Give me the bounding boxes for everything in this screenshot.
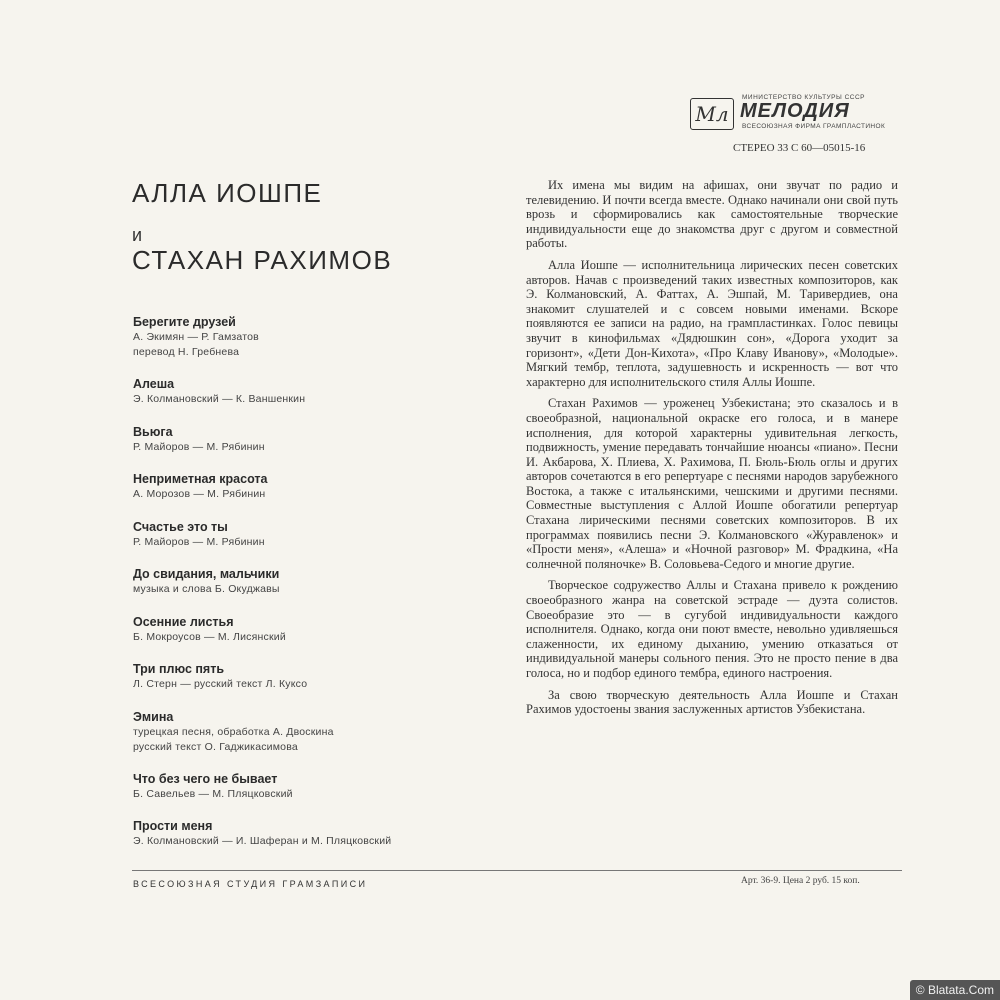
track-credit: Р. Майоров — М. Рябинин [133, 535, 265, 548]
track-credit: Э. Колмановский — И. Шаферан и М. Пляцковский [133, 835, 392, 847]
track-item [133, 519, 493, 567]
track-title: Осенние листья [133, 614, 234, 629]
track-credit: музыка и слова Б. Окуджавы [133, 583, 280, 595]
notes-paragraph: Алла Иошпе — исполнительница лирических песен советских авторов. Начав с произведений таких известных композиторов, как Э. Колмановский, А. Фаттах, А. Эшпай, М. Таривердиев, она знакомит слушателей и с совсем новыми именами. Вскоре появляются ее записи на радио, на грампластинках. Голос певицы звучит в кинофильмах «Дядюшкин сон», «Дорога уходит за горизонт», «Дети Дон-Кихота», «Про Клаву Иванову», «Молодые». Мягкий тембр, теплота, задушевность и искренность — вот что характерно для исполнительского стиля Аллы Иошпе. [526, 257, 898, 389]
price-text: Арт. 36-9. Цена 2 руб. 15 коп. [741, 876, 860, 886]
track-item [133, 709, 493, 771]
track-item [133, 661, 493, 709]
track-credit: А. Экимян — Р. Гамзатов [133, 331, 259, 343]
notes-paragraph: Их имена мы видим на афишах, они звучат по радио и телевидению. И почти всегда вместе. Однако начинали они свой путь врозь и сформировались как самостоятельные творческие индивидуальности еще до знакомства друг с другом и совместной работы. [526, 178, 898, 251]
notes-paragraph: За свою творческую деятельность Алла Иошпе и Стахан Рахимов удостоены звания заслуженных артистов Узбекистана. [526, 687, 898, 717]
track-title: До свидания, мальчики [133, 567, 280, 581]
artist-name-2: СТАХАН РАХИМОВ [132, 245, 393, 275]
title-conjunction: и [132, 225, 143, 245]
track-credit: Э. Колмановский — К. Ваншенкин [133, 393, 306, 405]
track-item [133, 818, 493, 866]
track-credit: русский текст О. Гаджикасимова [133, 740, 298, 753]
track-title: Неприметная красота [133, 472, 268, 486]
track-credit: Р. Майоров — М. Рябинин [133, 440, 265, 453]
track-title: Берегите друзей [133, 315, 236, 329]
track-title: Прости меня [133, 819, 213, 833]
track-credit: А. Морозов — М. Рябинин [133, 488, 266, 500]
track-item [133, 376, 493, 424]
track-item [133, 471, 493, 519]
track-title: Эмина [133, 709, 174, 724]
notes-paragraph: Стахан Рахимов — уроженец Узбекистана; это сказалось и в своеобразной, национальной окраске его голоса, и в манере исполнения, для которой характерны удивительная легкость, подвижность, умение передавать тончайшие нюансы «пиано». Песни И. Акбарова, Х. Плиева, Х. Рахимова, П. Бюль-Бюль оглы и других авторов сочетаются в его репертуаре с песнями народов зарубежного Востока, а также с итальянскими, чешскими и другими песнями. Совместные выступления с Аллой Иошпе обогатили репертуар Стахана лирическими песнями советских композиторов. В их программах появились песни Э. Колмановского «Журавленок» и «Прости меня», «Алеша» и «Ночной разговор» М. Фрадкина, «На солнечной полянoчке» В. Соловьева-Седого и многие другие. [526, 396, 898, 571]
track-item [133, 424, 493, 472]
catalog-number: СТЕРЕО 33 С 60—05015-16 [733, 142, 866, 154]
melodiya-label [690, 92, 900, 136]
track-credit: Б. Савельев — М. Пляцковский [133, 787, 293, 800]
tracklist [133, 314, 493, 866]
watermark: © Blatata.Com [910, 980, 1000, 1000]
track-item [133, 314, 493, 376]
brand-name: МЕЛОДИЯ [740, 100, 850, 122]
track-title: Что без чего не бывает [133, 771, 278, 786]
studio-name: ВСЕСОЮЗНАЯ СТУДИЯ ГРАМЗАПИСИ [133, 879, 368, 889]
track-title: Вьюга [133, 424, 173, 439]
track-item [133, 566, 493, 614]
liner-notes [526, 178, 898, 724]
track-credit: перевод Н. Гребнева [133, 346, 240, 358]
track-item [133, 614, 493, 662]
union-text: ВСЕСОЮЗНАЯ ФИРМА ГРАМПЛАСТИНОК [742, 123, 886, 130]
notes-paragraph: Творческое содружество Аллы и Стахана привело к рождению своеобразного жанра на советской эстраде — дуэта солистов. Своеобразие это — в сугубой индивидуальности каждого исполнителя. Однако, когда они поют вместе, невольно удивляешься слаженности, их единому дыханию, умению отказаться от индивидуальной манеры сольного пения. Это не просто пение в два голоса, но и подбор единого тембра, единого настроения. [526, 578, 898, 680]
ministry-text: МИНИСТЕРСТВО КУЛЬТУРЫ СССР [742, 94, 865, 101]
artist-name-1: АЛЛА ИОШПЕ [132, 178, 323, 208]
track-title: Три плюс пять [133, 662, 225, 676]
footer-divider [132, 870, 902, 871]
track-credit: турецкая песня, обработка А. Двоскина [133, 725, 334, 738]
track-credit: Б. Мокроусов — М. Лисянский [133, 630, 286, 643]
track-title: Алеша [133, 377, 175, 391]
track-credit: Л. Стерн — русский текст Л. Куксо [133, 678, 308, 690]
track-item [133, 771, 493, 819]
melodiya-logo-icon: Мл [690, 98, 734, 130]
track-title: Счастье это ты [133, 519, 228, 534]
